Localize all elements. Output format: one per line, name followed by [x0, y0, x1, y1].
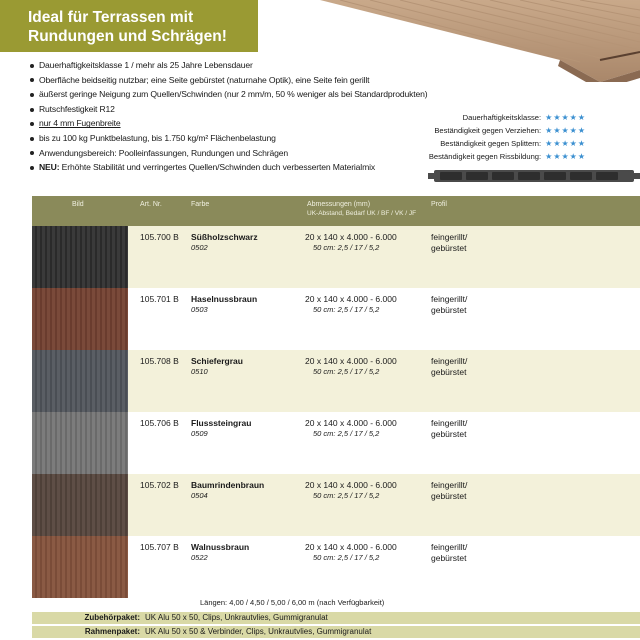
- bullet-icon: [30, 151, 34, 155]
- bullet-icon: [30, 166, 34, 170]
- col-header-farbe: Farbe: [191, 201, 210, 208]
- rating-row: Beständigkeit gegen Splittern: ★★★★★: [440, 139, 586, 148]
- profile-text: feingerillt/ gebürstet: [431, 542, 468, 563]
- color-name: Flusssteingrau: [191, 418, 252, 428]
- page-title: Ideal für Terrassen mit Rundungen und Schrägen!: [28, 9, 227, 45]
- profile-text: feingerillt/ gebürstet: [431, 294, 468, 315]
- feature-item: Rutschfestigkeit R12: [30, 102, 590, 117]
- article-number: 105.700 B: [140, 232, 179, 242]
- table-row: [32, 288, 640, 350]
- dimensions-detail: 50 cm: 2,5 / 17 / 5,2: [313, 243, 380, 252]
- row-cells: [128, 226, 640, 288]
- accessory-row: [32, 612, 640, 624]
- accessory-value: UK Alu 50 x 50 & Verbinder, Clips, Unkrautvlies, Gummigranulat: [145, 627, 372, 636]
- star-rating-icon: ★★★★★: [545, 126, 586, 135]
- color-name: Schiefergrau: [191, 356, 243, 366]
- profile-text: feingerillt/ gebürstet: [431, 232, 468, 253]
- header-banner: [0, 0, 258, 52]
- table-header: [32, 196, 640, 226]
- feature-item: nur 4 mm Fugenbreite: [30, 116, 590, 131]
- profile-text: feingerillt/ gebürstet: [431, 356, 468, 377]
- col-header-bild: Bild: [72, 201, 84, 208]
- article-number: 105.701 B: [140, 294, 179, 304]
- board-profile-image: [428, 167, 640, 185]
- color-code: 0502: [191, 243, 208, 252]
- dimensions: 20 x 140 x 4.000 - 6.000: [305, 356, 397, 366]
- accessory-label: Rahmenpaket:: [84, 627, 140, 636]
- rating-row: Beständigkeit gegen Verziehen: ★★★★★: [434, 126, 586, 135]
- row-cells: [128, 536, 640, 598]
- article-number: 105.706 B: [140, 418, 179, 428]
- lengths-note: Längen: 4,00 / 4,50 / 5,00 / 6,00 m (nach Verfügbarkeit): [200, 598, 385, 607]
- article-number: 105.702 B: [140, 480, 179, 490]
- color-swatch-image: [32, 474, 128, 536]
- feature-item: Anwendungsbereich: Poolleinfassungen, Rundungen und Schrägen: [30, 146, 590, 161]
- table-row: [32, 226, 640, 288]
- row-cells: [128, 350, 640, 412]
- dimensions-detail: 50 cm: 2,5 / 17 / 5,2: [313, 553, 380, 562]
- rating-row: Dauerhaftigkeitsklasse: ★★★★★: [462, 113, 586, 122]
- bullet-icon: [30, 78, 34, 82]
- rating-row: Beständigkeit gegen Rissbildung: ★★★★★: [428, 152, 586, 161]
- dimensions-detail: 50 cm: 2,5 / 17 / 5,2: [313, 305, 380, 314]
- color-code: 0510: [191, 367, 208, 376]
- accessory-row: [32, 626, 640, 638]
- ratings-block: [429, 111, 586, 163]
- color-code: 0509: [191, 429, 208, 438]
- color-name: Süßholzschwarz: [191, 232, 258, 242]
- bullet-icon: [30, 108, 34, 112]
- color-code: 0503: [191, 305, 208, 314]
- color-name: Haselnussbraun: [191, 294, 258, 304]
- color-code: 0522: [191, 553, 208, 562]
- table-row: [32, 536, 640, 598]
- feature-item: Oberfläche beidseitig nutzbar; eine Seite gebürstet (naturnahe Optik), eine Seite fein gerillt: [30, 73, 590, 88]
- star-rating-icon: ★★★★★: [545, 152, 586, 161]
- dimensions: 20 x 140 x 4.000 - 6.000: [305, 294, 397, 304]
- bullet-icon: [30, 122, 34, 126]
- color-name: Walnussbraun: [191, 542, 250, 552]
- accessory-value: UK Alu 50 x 50, Clips, Unkrautvlies, Gummigranulat: [145, 613, 328, 622]
- star-rating-icon: ★★★★★: [545, 113, 586, 122]
- dimensions-detail: 50 cm: 2,5 / 17 / 5,2: [313, 367, 380, 376]
- color-swatch-image: [32, 536, 128, 598]
- accessory-label: Zubehörpaket:: [84, 613, 140, 622]
- color-name: Baumrindenbraun: [191, 480, 265, 490]
- star-rating-icon: ★★★★★: [545, 139, 586, 148]
- dimensions-detail: 50 cm: 2,5 / 17 / 5,2: [313, 429, 380, 438]
- feature-item-new: NEU: Erhöhte Stabilität und verringertes Quellen/Schwinden duch verbesserten Materialmix: [30, 160, 590, 175]
- table-row: [32, 412, 640, 474]
- color-swatch-image: [32, 288, 128, 350]
- bullet-icon: [30, 93, 34, 97]
- col-header-abmessungen-sub: UK-Abstand, Bedarf UK / BF / VK / JF: [307, 210, 417, 217]
- col-header-art: Art. Nr.: [140, 201, 162, 208]
- feature-item: Dauerhaftigkeitsklasse 1 / mehr als 25 Jahre Lebensdauer: [30, 58, 590, 73]
- dimensions: 20 x 140 x 4.000 - 6.000: [305, 480, 397, 490]
- color-code: 0504: [191, 491, 208, 500]
- profile-text: feingerillt/ gebürstet: [431, 480, 468, 501]
- table-row: [32, 474, 640, 536]
- dimensions: 20 x 140 x 4.000 - 6.000: [305, 418, 397, 428]
- row-cells: [128, 474, 640, 536]
- table-row: [32, 350, 640, 412]
- row-cells: [128, 288, 640, 350]
- article-number: 105.708 B: [140, 356, 179, 366]
- bullet-icon: [30, 137, 34, 141]
- color-swatch-image: [32, 412, 128, 474]
- col-header-abmessungen: Abmessungen (mm): [307, 201, 371, 208]
- color-swatch-image: [32, 350, 128, 412]
- row-cells: [128, 412, 640, 474]
- dimensions: 20 x 140 x 4.000 - 6.000: [305, 232, 397, 242]
- feature-item: bis zu 100 kg Punktbelastung, bis 1.750 kg/m² Flächenbelastung: [30, 131, 590, 146]
- feature-item: äußerst geringe Neigung zum Quellen/Schwinden (nur 2 mm/m, 50 % weniger als bei Standardprodukten): [30, 87, 590, 102]
- dimensions-detail: 50 cm: 2,5 / 17 / 5,2: [313, 491, 380, 500]
- bullet-icon: [30, 64, 34, 68]
- article-number: 105.707 B: [140, 542, 179, 552]
- profile-text: feingerillt/ gebürstet: [431, 418, 468, 439]
- col-header-profil: Profil: [431, 201, 447, 208]
- color-swatch-image: [32, 226, 128, 288]
- dimensions: 20 x 140 x 4.000 - 6.000: [305, 542, 397, 552]
